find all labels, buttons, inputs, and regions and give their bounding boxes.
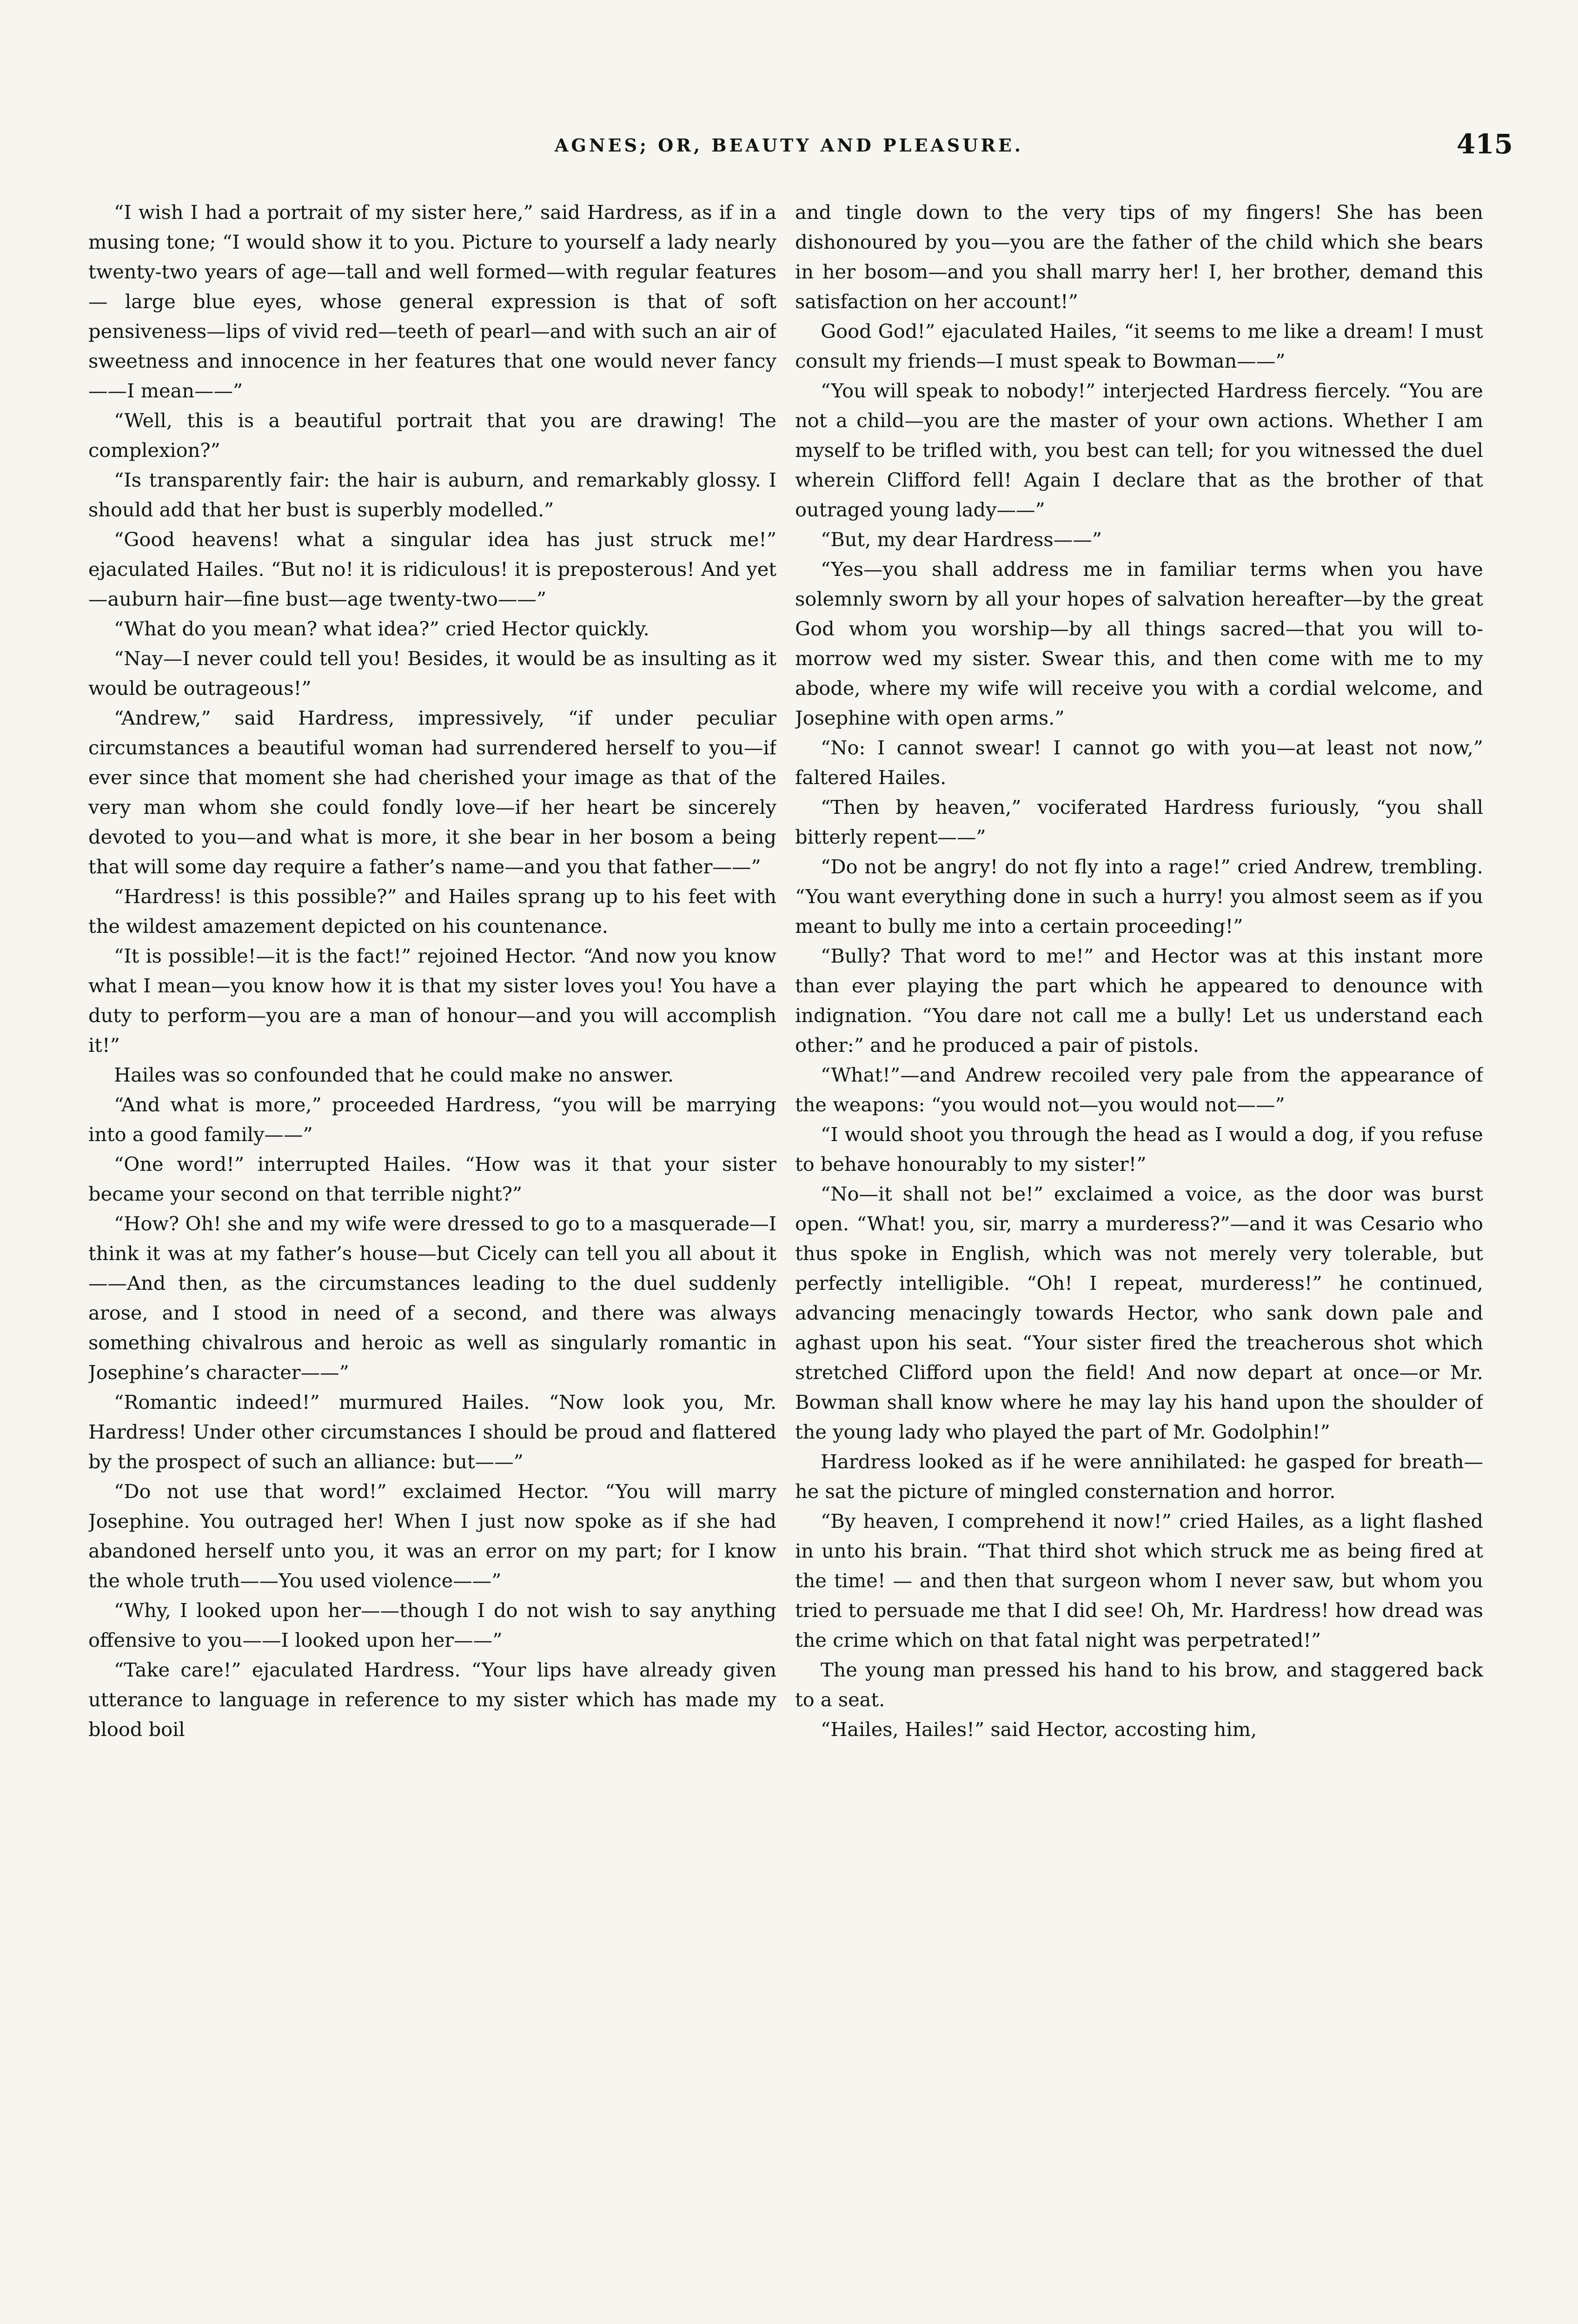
paragraph: “Then by heaven,” vociferated Hardress furiously, “you shall bitterly repent——” bbox=[795, 796, 1483, 848]
paragraph: “How? Oh! she and my wife were dressed to go to a masquerade—I think it was at my father’s house—but Cicely can tell you all about it——And then, as the circumstances leading to the duel suddenly arose, and I stood in need of a second, and there was always something chivalrous and heroic as well as singularly romantic in Josephine’s character——” bbox=[88, 1212, 776, 1384]
paragraph: “Do not use that word!” exclaimed Hector. “You will marry Josephine. You outraged her! When I just now spoke as if she had abandoned herself unto you, it was an error on my part; for I know the whole truth——You used violence——” bbox=[88, 1480, 776, 1592]
paragraph: “But, my dear Hardress——” bbox=[821, 528, 1102, 551]
paragraph: “Why, I looked upon her——though I do not wish to say anything offensive to you——I looked upon her——” bbox=[88, 1599, 776, 1651]
paragraph: “By heaven, I comprehend it now!” cried Hailes, as a light flashed in unto his brain. “That third shot which struck me as being fired at the time! — and then that surgeon whom I never saw, but whom you tried to persuade me that I did see! Oh, Mr. Hardress! how dread was the crime which on that fatal night was perpetrated!” bbox=[795, 1510, 1483, 1651]
paragraph: “Do not be angry! do not fly into a rage!” cried Andrew, trembling. “You want everything done in such a hurry! you almost seem as if you meant to bully me into a certain proceeding!” bbox=[795, 855, 1483, 938]
paragraph: “Hailes, Hailes!” said Hector, accosting him, bbox=[821, 1718, 1257, 1741]
paragraph: “No—it shall not be!” exclaimed a voice, as the door was burst open. “What! you, sir, marry a murderess?”—and it was Cesario who thus spoke in English, which was not merely very tolerable, but perfectly intelligible. “Oh! I repeat, murderess!” he continued, advancing menacingly towards Hector, who sank down pale and aghast upon his seat. “Your sister fired the treacherous shot which stretched Clifford upon the field! And now depart at once—or Mr. Bowman shall know where he may lay his hand upon the shoulder of the young lady who played the part of Mr. Godolphin!” bbox=[795, 1182, 1483, 1443]
paragraph: “Romantic indeed!” murmured Hailes. “Now look you, Mr. Hardress! Under other circumstances I should be proud and flattered by the prospect of such an alliance: but——” bbox=[88, 1391, 776, 1473]
paragraph: “Good heavens! what a singular idea has just struck me!” ejaculated Hailes. “But no! it is ridiculous! it is preposterous! And yet—auburn hair—fine bust—age twenty-two——” bbox=[88, 528, 776, 610]
paragraph: “It is possible!—it is the fact!” rejoined Hector. “And now you know what I mean—you know how it is that my sister loves you! You have a duty to perform—you are a man of honour—and you will accomplish it!” bbox=[88, 944, 776, 1056]
paragraph: “One word!” interrupted Hailes. “How was it that your sister became your second on that terrible night?” bbox=[88, 1153, 776, 1205]
page-number: 415 bbox=[1456, 128, 1513, 160]
paragraph: “I would shoot you through the head as I would a dog, if you refuse to behave honourably to my sister!” bbox=[795, 1123, 1483, 1175]
paragraph: “What do you mean? what idea?” cried Hector quickly. bbox=[114, 617, 650, 640]
paragraph: “Hardress! is this possible?” and Hailes sprang up to his feet with the wildest amazement depicted on his countenance. bbox=[88, 885, 776, 938]
right-column bbox=[795, 198, 1483, 2308]
paragraph: “And what is more,” proceeded Hardress, “you will be marrying into a good family——” bbox=[88, 1093, 776, 1146]
paragraph: “No: I cannot swear! I cannot go with you—at least not now,” faltered Hailes. bbox=[795, 736, 1483, 789]
paragraph: “Is transparently fair: the hair is auburn, and remarkably glossy. I should add that her bust is superbly modelled.” bbox=[88, 469, 776, 521]
paragraph: The young man pressed his hand to his brow, and staggered back to a seat. bbox=[795, 1658, 1483, 1711]
paragraph: “Yes—you shall address me in familiar terms when you have solemnly sworn by all your hopes of salvation hereafter—by the great God whom you worship—by all things sacred—that you will to-morrow wed my sister. Swear this, and then come with me to my abode, where my wife will receive you with a cordial welcome, and Josephine with open arms.” bbox=[795, 558, 1483, 729]
paragraph: “Well, this is a beautiful portrait that you are drawing! The complexion?” bbox=[88, 409, 776, 462]
running-title: AGNES; OR, BEAUTY AND PLEASURE. bbox=[554, 135, 1024, 156]
paragraph: “You will speak to nobody!” interjected Hardress fiercely. “You are not a child—you are the master of your own actions. Whether I am myself to be trifled with, you best can tell; for you witnessed the duel wherein Clifford fell! Again I declare that as the brother of that outraged young lady——” bbox=[795, 379, 1483, 521]
paragraph: “Bully? That word to me!” and Hector was at this instant more than ever playing the part which he appeared to denounce with indignation. “You dare not call me a bully! Let us understand each other:” and he produced a pair of pistols. bbox=[795, 944, 1483, 1056]
paragraph: and tingle down to the very tips of my fingers! She has been dishonoured by you—you are the father of the child which she bears in her bosom—and you shall marry her! I, her brother, demand this satisfaction on her account!” bbox=[795, 201, 1483, 313]
page-header bbox=[65, 128, 1513, 177]
paragraph: Hardress looked as if he were annihilated: he gasped for breath—he sat the picture of mingled consternation and horror. bbox=[795, 1450, 1483, 1503]
paragraph: “Nay—I never could tell you! Besides, it would be as insulting as it would be outrageous!” bbox=[88, 647, 776, 700]
paragraph: “Andrew,” said Hardress, impressively, “if under peculiar circumstances a beautiful woman had surrendered herself to you—if ever since that moment she had cherished your image as that of the very man whom she could fondly love—if her heart be sincerely devoted to you—and what is more, it she bear in her bosom a being that will some day require a father’s name—and you that father——” bbox=[88, 706, 776, 878]
paragraph: Hailes was so confounded that he could make no answer. bbox=[114, 1063, 674, 1086]
paragraph: “What!”—and Andrew recoiled very pale from the appearance of the weapons: “you would not—you would not——” bbox=[795, 1063, 1483, 1116]
left-column bbox=[88, 198, 776, 2308]
paragraph: “I wish I had a portrait of my sister here,” said Hardress, as if in a musing tone; “I would show it to you. Picture to yourself a lady nearly twenty-two years of age—tall and well formed—with regular features — large blue eyes, whose general expression is that of soft pensiveness—lips of vivid red—teeth of pearl—and with such an air of sweetness and innocence in her features that one would never fancy——I mean——” bbox=[88, 201, 776, 402]
paragraph: Good God!” ejaculated Hailes, “it seems to me like a dream! I must consult my friends—I must speak to Bowman——” bbox=[795, 320, 1483, 372]
paragraph: “Take care!” ejaculated Hardress. “Your lips have already given utterance to language in reference to my sister which has made my blood boil bbox=[88, 1658, 776, 1741]
